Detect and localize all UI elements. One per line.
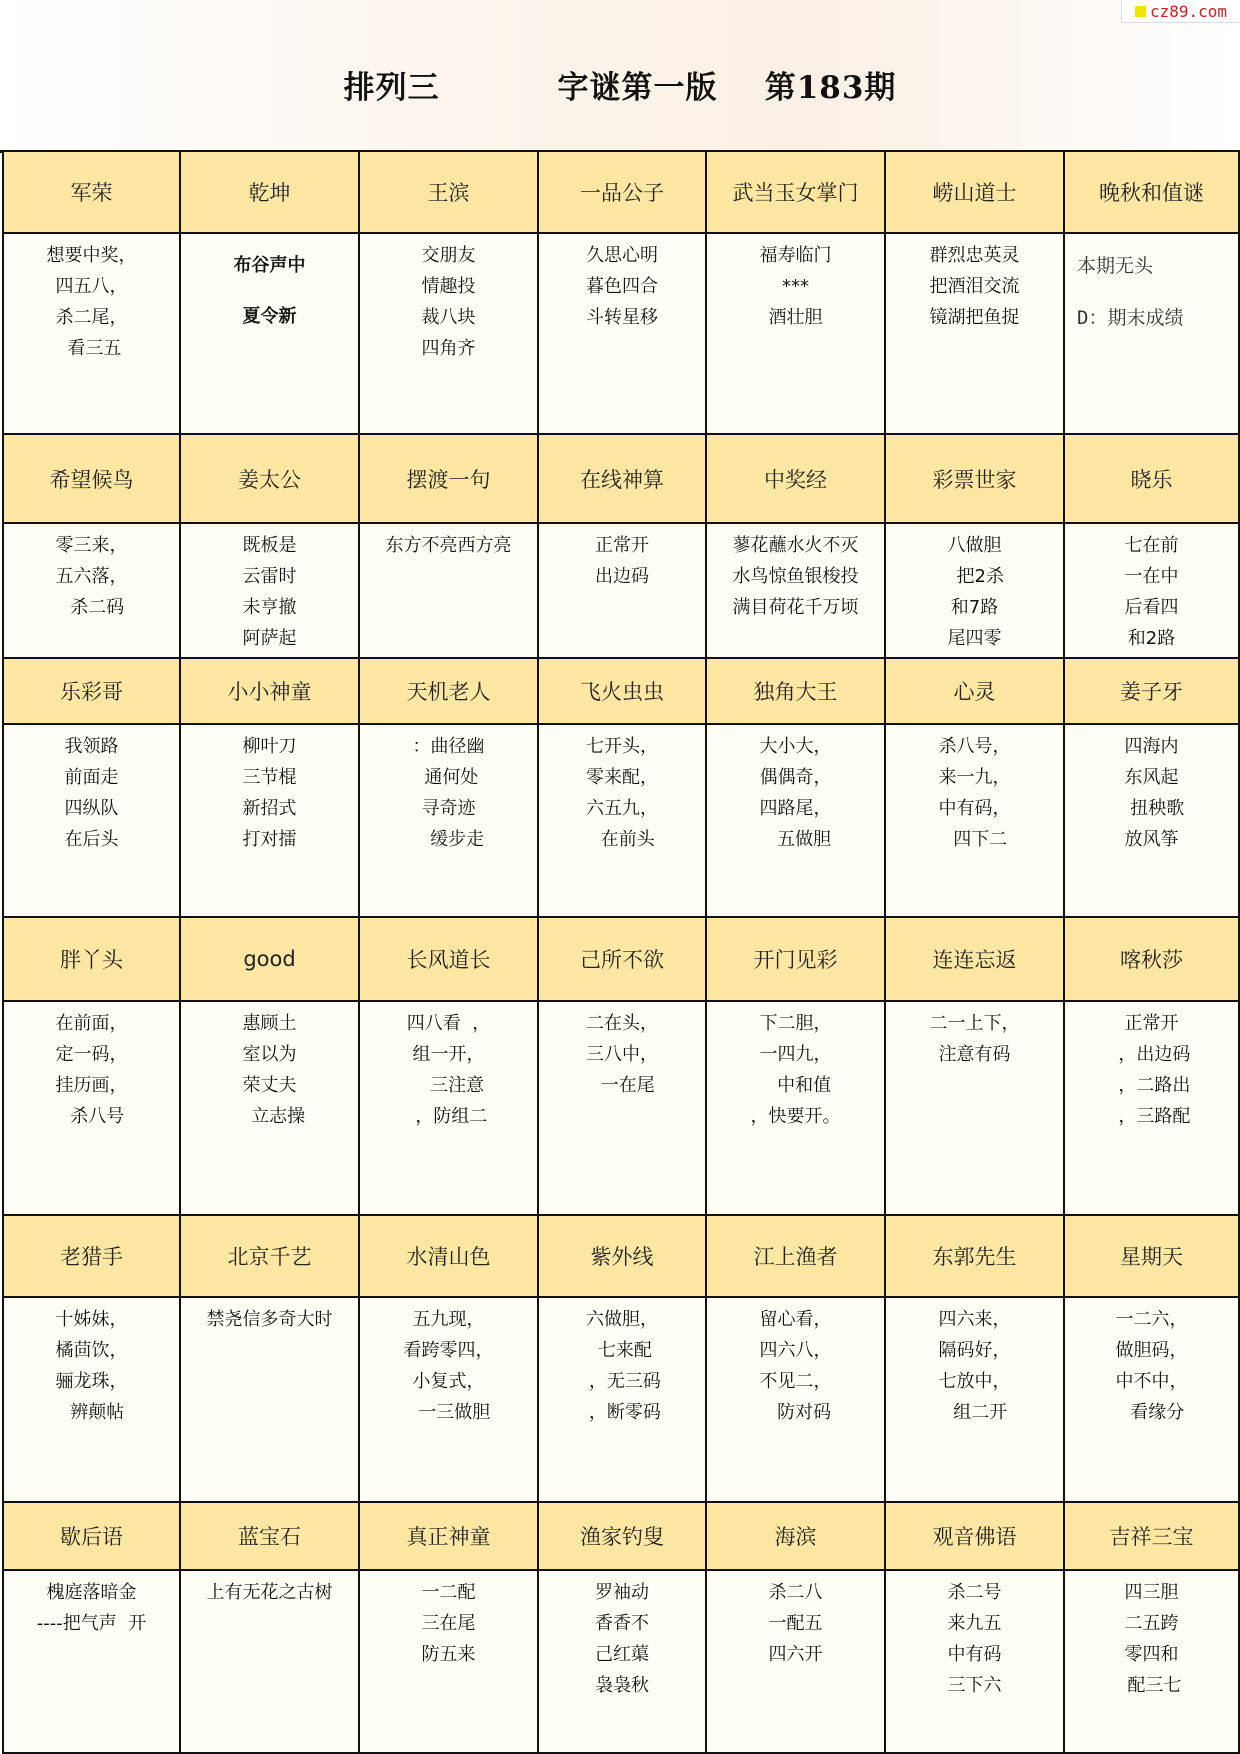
riddle-line: 偶偶奇， [759,766,832,788]
riddle-cell [180,1570,359,1753]
author-name-cell: 水清山色 [359,1215,538,1297]
riddle-line: 四六八， [759,1339,832,1361]
riddle-line: 杀二码 [58,596,125,618]
riddle-line: 零四和 [1124,1644,1179,1666]
riddle-line: 久思心明 [586,245,658,267]
riddle-cell [1064,1570,1239,1753]
riddle-row [3,1570,1239,1753]
riddle-line: 和7路 [950,596,999,618]
riddle-line: 七在前 [1124,534,1179,556]
riddle-cell [538,233,706,434]
riddle-line: 未亨撤 [242,596,297,618]
riddle-line: 阿萨起 [242,627,297,649]
riddle-cell [3,523,180,659]
riddle-cell [538,1297,706,1502]
riddle-line: 四六开 [768,1644,823,1666]
author-name-cell: 中奖经 [706,434,885,522]
riddle-cell [3,233,180,434]
riddle-line: 柳叶刀 [242,735,297,757]
header-row [3,434,1239,522]
header-row [3,1215,1239,1297]
riddle-line: ，二路出 [1112,1075,1191,1097]
riddle-line: 零来配， [586,766,658,788]
riddle-cell [3,1001,180,1215]
riddle-line: 七来配 [592,1339,652,1361]
puzzle-table [2,150,1240,1754]
riddle-line: 在前头 [589,828,655,850]
author-name-cell: 歇后语 [3,1502,180,1570]
riddle-line: 室以为 [242,1044,297,1066]
riddle-cell [885,724,1064,917]
riddle-line: 中和值 [759,1075,832,1097]
riddle-line: 寻奇迹 [421,797,476,819]
author-name-cell: 崂山道士 [885,151,1064,233]
author-name-cell: 星期天 [1064,1215,1239,1297]
riddle-line: 二五跨 [1124,1613,1179,1635]
riddle-line: 五九现， [412,1308,485,1330]
riddle-line: 四五八， [55,276,128,298]
riddle-line: 裁八块 [421,307,476,329]
author-name-cell: 晓乐 [1064,434,1239,522]
riddle-line: ----把气声 开 [36,1613,147,1635]
author-name-cell: 渔家钓叟 [538,1502,706,1570]
header-row [3,917,1239,1001]
site-watermark [1121,0,1240,23]
riddle-line: 看三五 [61,338,122,360]
riddle-line: 满目荷花千万顷 [732,596,859,618]
riddle-cell [885,523,1064,659]
author-name-cell: 一品公子 [538,151,706,233]
author-name-cell: 武当玉女掌门 [706,151,885,233]
riddle-cell [706,724,885,917]
riddle-line: 槐庭落暗金 [46,1582,137,1604]
author-name-cell: 北京千艺 [180,1215,359,1297]
riddle-line: 情趣投 [421,276,476,298]
riddle-line: 注意有码 [938,1044,1011,1066]
riddle-line: 看缘分 [1118,1401,1185,1423]
riddle-line: 立志操 [233,1106,306,1128]
author-name-cell: 喀秋莎 [1064,917,1239,1001]
author-name-cell: 小小神童 [180,658,359,724]
riddle-line: 和2路 [1127,627,1176,649]
riddle-line: ，三路配 [1112,1106,1191,1128]
riddle-line: 中有码 [947,1644,1002,1666]
author-name-cell: 东郭先生 [885,1215,1064,1297]
riddle-line: ，出边码 [1112,1044,1191,1066]
author-name-cell: 天机老人 [359,658,538,724]
riddle-line: 组二开 [941,1401,1008,1423]
riddle-line: 斗转星移 [586,307,658,329]
riddle-line: 三注意 [412,1075,485,1097]
riddle-line: 想要中奖， [46,245,137,267]
riddle-line: 防五来 [421,1644,476,1666]
riddle-line: 本期无头 [1077,255,1154,278]
riddle-line: 四海内 [1124,735,1179,757]
riddle-cell [359,1570,538,1753]
author-name-cell: 乐彩哥 [3,658,180,724]
riddle-line: 群烈忠英灵 [929,245,1020,267]
riddle-line: 镜湖把鱼捉 [929,307,1020,329]
riddle-line: 前面走 [64,766,119,788]
author-name-cell: 在线神算 [538,434,706,522]
riddle-line: 四三胆 [1124,1582,1179,1604]
author-name-cell: 老猎手 [3,1215,180,1297]
riddle-line: 三在尾 [421,1613,476,1635]
riddle-line: 杀二号 [947,1582,1002,1604]
riddle-line: 小复式， [412,1370,485,1392]
riddle-line: 己红蕖 [595,1644,649,1666]
riddle-line: 橘茴饮， [55,1339,128,1361]
riddle-line: 把2杀 [945,565,1004,587]
riddle-cell [3,1297,180,1502]
riddle-cell [359,1001,538,1215]
riddle-line: 一在尾 [589,1075,655,1097]
riddle-cell [706,1297,885,1502]
riddle-line: 正常开 [595,534,649,556]
riddle-line: 一三做胆 [406,1401,491,1423]
riddle-line: 正常开 [1124,1013,1179,1035]
riddle-cell [180,1297,359,1502]
riddle-line: ：曲径幽 [412,735,485,757]
header-row [3,658,1239,724]
riddle-cell [885,1297,1064,1502]
riddle-line: 四角齐 [421,338,476,360]
riddle-cell [180,233,359,434]
riddle-line: 缓步走 [412,828,485,850]
riddle-row [3,523,1239,659]
riddle-line: 十姊妹， [55,1308,128,1330]
riddle-line: 配三七 [1121,1675,1182,1697]
riddle-line: 既板是 [242,534,297,556]
page-title: 排列三 字谜第一版 第183期 [343,70,897,106]
riddle-line: 留心看， [759,1308,832,1330]
author-name-cell: 观音佛语 [885,1502,1064,1570]
riddle-line: 骊龙珠， [55,1370,128,1392]
riddle-row [3,724,1239,917]
riddle-cell [180,724,359,917]
riddle-line: ，快要开。 [750,1106,841,1128]
author-name-cell: 真正神童 [359,1502,538,1570]
riddle-line: 后看四 [1124,596,1179,618]
riddle-line: 四下二 [941,828,1008,850]
riddle-line: 零三来， [55,534,128,556]
riddle-line: 三八中， [586,1044,658,1066]
riddle-line: 一二六， [1115,1308,1188,1330]
author-name-cell: 彩票世家 [885,434,1064,522]
riddle-line: 杀二尾， [55,307,128,329]
riddle-cell [885,1570,1064,1753]
riddle-row [3,1001,1239,1215]
riddle-line: 杀八号， [938,735,1011,757]
riddle-line: 暮色四合 [586,276,658,298]
riddle-cell [3,724,180,917]
author-name-cell: 蓝宝石 [180,1502,359,1570]
riddle-cell [359,523,538,659]
riddle-cell [706,233,885,434]
riddle-line: 打对擂 [242,828,297,850]
riddle-line: 五六落， [55,565,128,587]
riddle-line: 六做胆， [586,1308,658,1330]
author-name-cell: 飞火虫虫 [538,658,706,724]
riddle-line: 禁尧信多奇大时 [206,1308,333,1330]
riddle-line: 香香不 [595,1613,649,1635]
riddle-line: 袅袅秋 [595,1675,649,1697]
riddle-line: 我领路 [64,735,119,757]
riddle-line: 三节棍 [242,766,297,788]
riddle-line: 一四九， [759,1044,832,1066]
riddle-cell [359,724,538,917]
riddle-line: 辨颠帖 [58,1401,125,1423]
riddle-line: 二在头， [586,1013,658,1035]
riddle-line: 七开头， [586,735,658,757]
riddle-cell [885,1001,1064,1215]
riddle-line: 布谷声中 [233,255,306,277]
author-name-cell: 军荣 [3,151,180,233]
riddle-line: 六五九， [586,797,658,819]
riddle-line: 大小大， [759,735,832,757]
riddle-line: *** [782,276,809,298]
riddle-cell [1064,1297,1239,1502]
riddle-line: 防对码 [759,1401,832,1423]
riddle-cell [538,1570,706,1753]
riddle-line: 在前面， [55,1013,128,1035]
riddle-line: 荣丈夫 [242,1075,297,1097]
author-name-cell: 姜太公 [180,434,359,522]
riddle-line: 二一上下， [929,1013,1020,1035]
riddle-line: 隔码好， [938,1339,1011,1361]
riddle-line: 七放中， [938,1370,1011,1392]
author-name-cell: 己所不欲 [538,917,706,1001]
author-name-cell: 胖丫头 [3,917,180,1001]
riddle-line: 一在中 [1124,565,1179,587]
riddle-line: 通何处 [418,766,479,788]
author-name-cell: 晚秋和值谜 [1064,151,1239,233]
riddle-cell [180,523,359,659]
riddle-line: 下二胆， [759,1013,832,1035]
riddle-line: 看跨零四， [403,1339,494,1361]
riddle-line: 杀二八 [768,1582,823,1604]
author-name-cell: 希望候鸟 [3,434,180,522]
riddle-cell [359,233,538,434]
riddle-line: 交朋友 [421,245,476,267]
riddle-line: 新招式 [242,797,297,819]
riddle-line: 云雷时 [242,565,297,587]
riddle-line: 五做胆 [759,828,832,850]
riddle-line: 蓼花蘸水火不灭 [732,534,859,556]
author-name-cell: 吉祥三宝 [1064,1502,1239,1570]
riddle-cell [538,724,706,917]
riddle-cell [1064,1001,1239,1215]
riddle-cell [706,1001,885,1215]
riddle-line: 挂历画， [55,1075,128,1097]
riddle-line: 四路尾， [759,797,832,819]
riddle-line: 四纵队 [64,797,119,819]
author-name-cell: 乾坤 [180,151,359,233]
riddle-line: 来九五 [947,1613,1002,1635]
riddle-line: 不见二， [759,1370,832,1392]
author-name-cell: 江上渔者 [706,1215,885,1297]
author-name-cell: 连连忘返 [885,917,1064,1001]
author-name-cell: 姜子牙 [1064,658,1239,724]
riddle-line: 尾四零 [947,627,1002,649]
author-name-cell: 心灵 [885,658,1064,724]
author-name-cell: 王滨 [359,151,538,233]
header-row [3,1502,1239,1570]
riddle-row [3,1297,1239,1502]
riddle-line: 扭秧歌 [1118,797,1185,819]
riddle-line: 一二配 [421,1582,476,1604]
riddle-line: 在后头 [64,828,119,850]
author-name-cell: good [180,917,359,1001]
page-header [0,0,1240,153]
riddle-line: 罗袖动 [595,1582,649,1604]
riddle-line: 中不中， [1115,1370,1188,1392]
riddle-cell [1064,233,1239,434]
riddle-row [3,233,1239,434]
riddle-line: 杀八号 [58,1106,125,1128]
riddle-line: 把酒泪交流 [929,276,1020,298]
riddle-line: 惠顾土 [242,1013,297,1035]
riddle-cell [3,1570,180,1753]
riddle-line: D：期末成绩 [1077,307,1184,330]
riddle-line: 四八看 ， [406,1013,491,1035]
riddle-cell [359,1297,538,1502]
riddle-cell [706,1570,885,1753]
watermark-square-icon [1135,6,1146,17]
riddle-line: ，无三码 [583,1370,661,1392]
riddle-line: 组一开， [412,1044,485,1066]
riddle-line: 八做胆 [947,534,1002,556]
riddle-cell [538,1001,706,1215]
author-name-cell: 开门见彩 [706,917,885,1001]
riddle-line: 东风起 [1124,766,1179,788]
riddle-line: 东方不亮西方亮 [385,534,512,556]
riddle-line: 做胆码， [1115,1339,1188,1361]
author-name-cell: 紫外线 [538,1215,706,1297]
author-name-cell: 长风道长 [359,917,538,1001]
riddle-line: 中有码， [938,797,1011,819]
riddle-line: 来一九， [938,766,1011,788]
riddle-cell [538,523,706,659]
riddle-cell [1064,724,1239,917]
riddle-line: 水鸟惊鱼银梭投 [732,565,859,587]
riddle-line: 定一码， [55,1044,128,1066]
riddle-line: 一配五 [768,1613,823,1635]
riddle-line: 福寿临门 [759,245,832,267]
header-row [3,151,1239,233]
author-name-cell: 摆渡一句 [359,434,538,522]
riddle-line: 放风筝 [1124,828,1179,850]
riddle-line: ，断零码 [583,1401,661,1423]
riddle-line: 出边码 [595,565,649,587]
author-name-cell: 海滨 [706,1502,885,1570]
author-name-cell: 独角大王 [706,658,885,724]
riddle-line: ，防组二 [409,1106,488,1128]
riddle-line: 三下六 [947,1675,1002,1697]
riddle-cell [706,523,885,659]
riddle-line: 四六来， [938,1308,1011,1330]
riddle-line: 酒壮胆 [768,307,823,329]
riddle-line: 夏令新 [242,306,297,328]
riddle-cell [180,1001,359,1215]
riddle-cell [1064,523,1239,659]
riddle-line: 上有无花之古树 [206,1582,333,1604]
watermark-text: cz89.com [1149,1,1228,21]
riddle-cell [885,233,1064,434]
